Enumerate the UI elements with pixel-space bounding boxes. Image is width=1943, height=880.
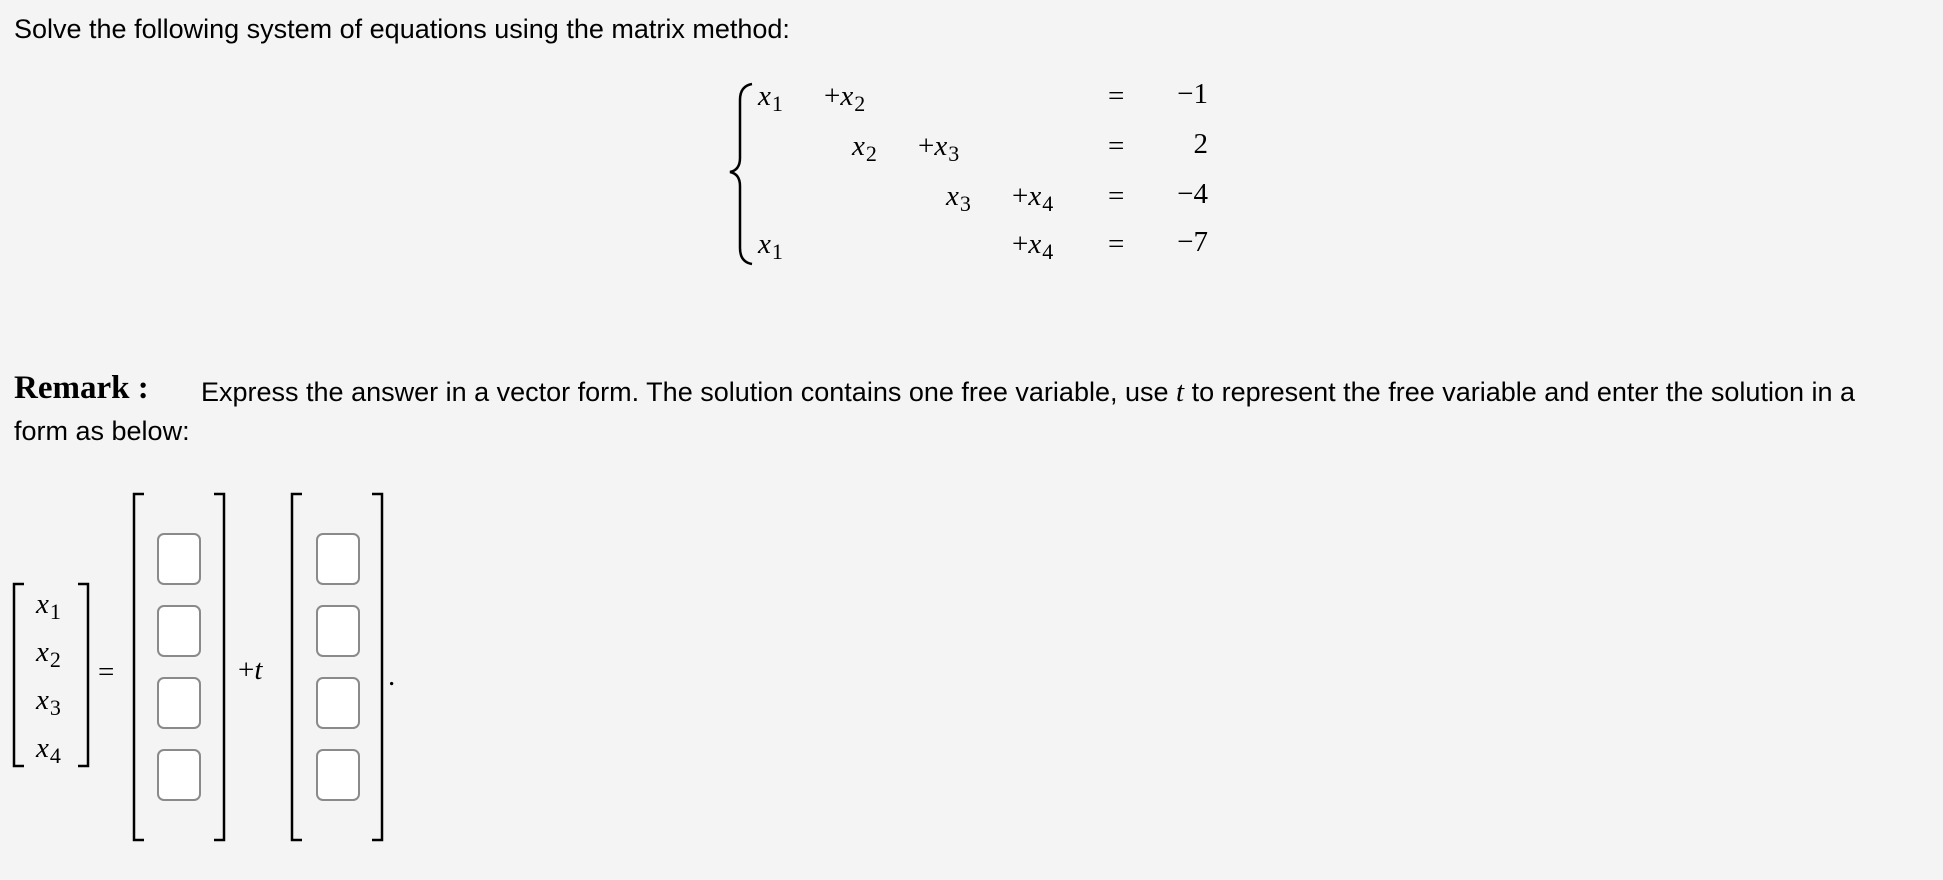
particular-input-2[interactable] bbox=[157, 605, 201, 657]
unknown-x2: $x_2$ bbox=[36, 636, 61, 672]
remark-text-before: Express the answer in a vector form. The solution contains one free variable, use bbox=[201, 377, 1177, 407]
equation-term: $x_2$ bbox=[852, 130, 877, 166]
plus-sign: + bbox=[238, 654, 255, 686]
remark-free-var: t bbox=[1176, 376, 1185, 408]
equation-rhs: −7 bbox=[1177, 226, 1208, 258]
equation-term: $+x_3$ bbox=[918, 130, 960, 166]
equation-term: $x_3$ bbox=[946, 180, 971, 216]
direction-input-2[interactable] bbox=[316, 605, 360, 657]
equation-term: $+x_2$ bbox=[824, 80, 866, 116]
equation-rhs: −4 bbox=[1177, 178, 1208, 210]
remark-text-continued: form as below: bbox=[14, 416, 190, 446]
equation-equals-sign: = bbox=[1108, 180, 1125, 212]
equation-term: $x_1$ bbox=[758, 80, 783, 116]
equation-term: $x_1$ bbox=[758, 228, 783, 264]
equation-rhs: −1 bbox=[1177, 78, 1208, 110]
unknown-x4: $x_4$ bbox=[36, 732, 61, 768]
direction-input-1[interactable] bbox=[316, 533, 360, 585]
answer-period: . bbox=[388, 660, 396, 692]
direction-input-3[interactable] bbox=[316, 677, 360, 729]
unknown-x3: $x_3$ bbox=[36, 684, 61, 720]
particular-input-1[interactable] bbox=[157, 533, 201, 585]
equation-equals-sign: = bbox=[1108, 130, 1125, 162]
equation-rhs: 2 bbox=[1193, 128, 1208, 160]
answer-equals-sign: = bbox=[98, 656, 115, 688]
equation-equals-sign: = bbox=[1108, 228, 1125, 260]
plus-t-term bbox=[238, 654, 262, 687]
remark-text-after: to represent the free variable and enter the solution in a bbox=[1184, 377, 1856, 407]
param-t: t bbox=[254, 654, 263, 686]
equation-term: $+x_4$ bbox=[1012, 180, 1054, 216]
equation-equals-sign: = bbox=[1108, 80, 1125, 112]
equation-term: $+x_4$ bbox=[1012, 228, 1054, 264]
question-prompt: Solve the following system of equations using the matrix method: bbox=[14, 14, 790, 44]
unknown-x1: $x_1$ bbox=[36, 588, 61, 624]
remark-label: Remark : bbox=[14, 370, 149, 406]
particular-input-4[interactable] bbox=[157, 749, 201, 801]
direction-input-4[interactable] bbox=[316, 749, 360, 801]
particular-input-3[interactable] bbox=[157, 677, 201, 729]
